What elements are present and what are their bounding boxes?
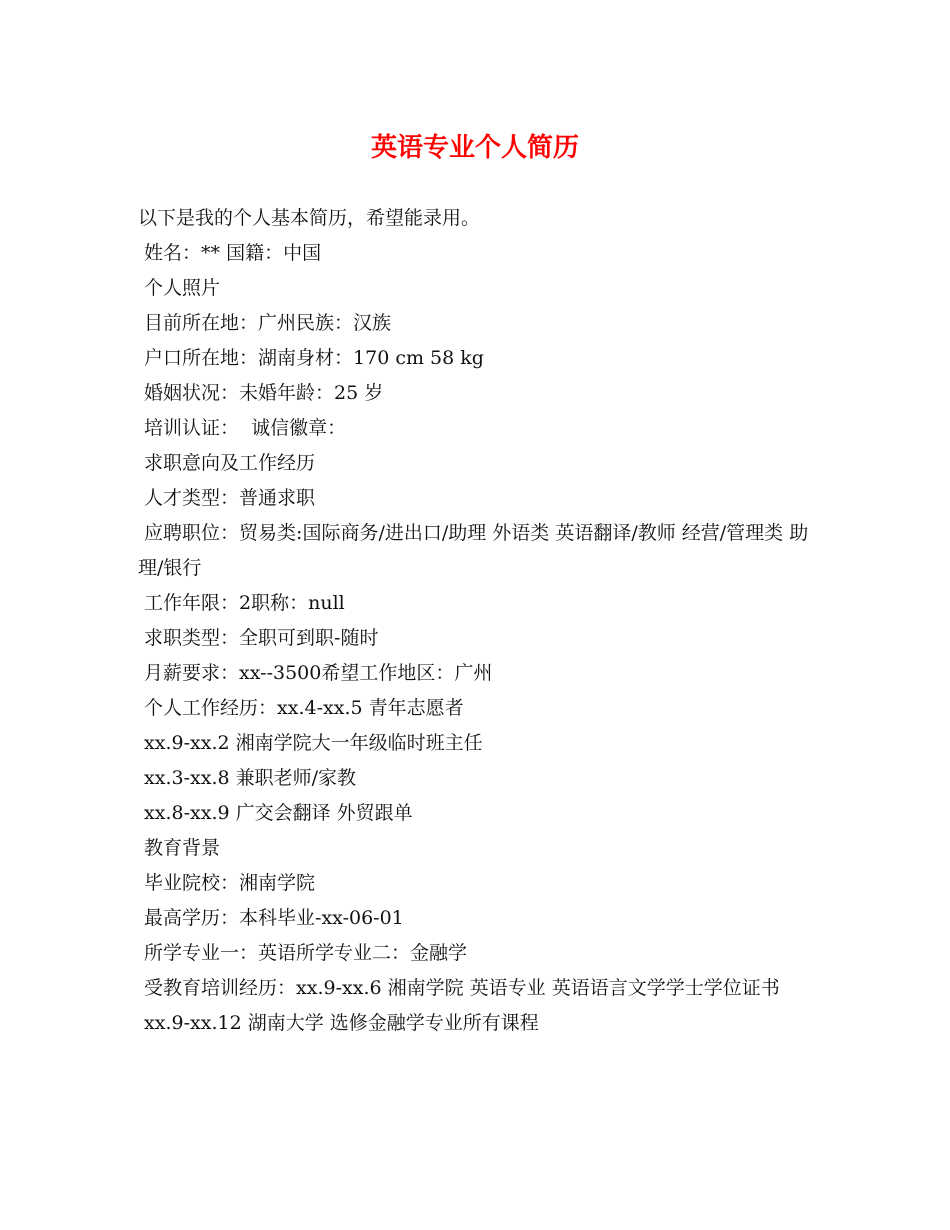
text-line: 教育背景 xyxy=(138,837,221,859)
document-body xyxy=(138,201,818,1041)
text-line: 毕业院校：湘南学院 xyxy=(138,872,316,894)
text-line: xx.9-xx.12 湖南大学 选修金融学专业所有课程 xyxy=(138,1012,539,1034)
text-line: 个人工作经历：xx.4-xx.5 青年志愿者 xyxy=(138,697,464,719)
document-title: 英语专业个人简历 xyxy=(370,133,579,163)
text-line: 工作年限：2职称：null xyxy=(138,592,345,614)
text-line: 婚姻状况：未婚年龄：25 岁 xyxy=(138,382,384,404)
text-line: 求职类型：全职可到职-随时 xyxy=(138,627,379,649)
text-line: 目前所在地：广州民族：汉族 xyxy=(138,312,392,334)
text-line: 姓名：** 国籍：中国 xyxy=(138,242,322,264)
text-line: 求职意向及工作经历 xyxy=(138,452,316,474)
text-line: xx.9-xx.2 湘南学院大一年级临时班主任 xyxy=(138,732,483,754)
text-line: xx.3-xx.8 兼职老师/家教 xyxy=(138,767,357,789)
text-line: 月薪要求：xx--3500希望工作地区：广州 xyxy=(138,662,493,684)
text-line: 受教育培训经历：xx.9-xx.6 湘南学院 英语专业 英语语言文学学士学位证书 xyxy=(138,977,780,999)
text-line: 户口所在地：湖南身材：170 cm 58 kg xyxy=(138,347,484,369)
text-line: 个人照片 xyxy=(138,277,221,299)
text-line: 应聘职位：贸易类:国际商务/进出口/助理 外语类 英语翻译/教师 经营/管理类 助理/银行 xyxy=(138,522,809,579)
text-line: 最高学历：本科毕业-xx-06-01 xyxy=(138,907,404,929)
text-line: 培训认证： 诚信徽章： xyxy=(138,417,347,439)
text-line: 人才类型：普通求职 xyxy=(138,487,316,509)
text-line: xx.8-xx.9 广交会翻译 外贸跟单 xyxy=(138,802,413,824)
text-line: 以下是我的个人基本简历，希望能录用。 xyxy=(138,207,481,229)
text-line: 所学专业一：英语所学专业二：金融学 xyxy=(138,942,468,964)
